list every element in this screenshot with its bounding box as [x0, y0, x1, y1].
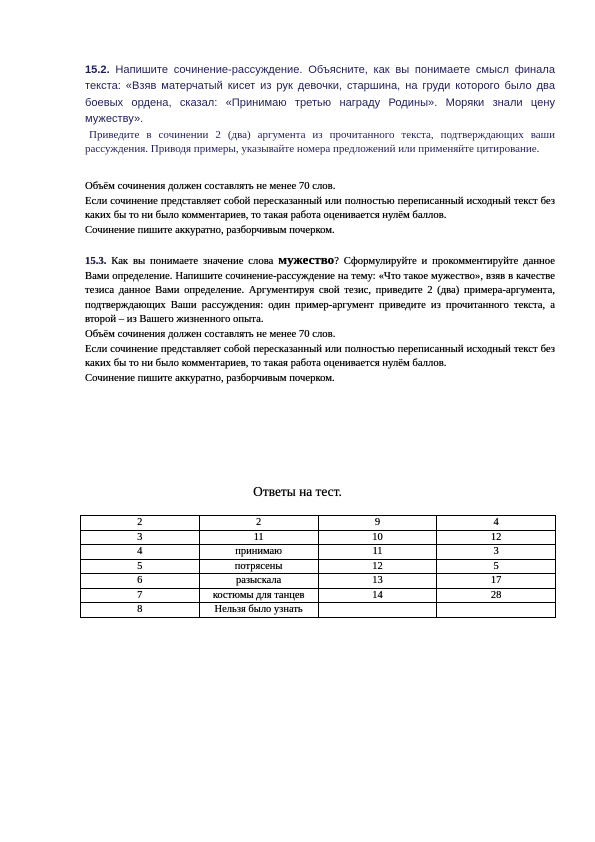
handwriting-requirement: Сочинение пишите аккуратно, разборчивым почерком.	[85, 223, 335, 236]
table-cell: Нельзя было узнать	[199, 603, 318, 618]
table-cell: 13	[318, 574, 437, 589]
table-row	[81, 559, 556, 574]
table-row	[81, 530, 556, 545]
table-cell: 2	[81, 516, 200, 531]
table-cell: 4	[81, 545, 200, 560]
table-cell: принимаю	[199, 545, 318, 560]
task-15-2-arguments: Приведите в сочинении 2 (два) аргумента из прочитанного текста, подтверждающих ваши рассуждения. Приводя примеры, указывайте номера предложений или применяйте цитирование.	[85, 129, 555, 156]
table-cell: 28	[437, 588, 556, 603]
table-cell: 2	[199, 516, 318, 531]
volume-requirement: Объём сочинения должен составлять не менее 70 слов.	[85, 180, 336, 192]
table-cell: 12	[318, 559, 437, 574]
table-cell: 4	[437, 516, 556, 531]
answers-table	[80, 515, 556, 618]
table-row	[81, 574, 556, 589]
table-cell	[318, 603, 437, 618]
task-15-2	[85, 62, 555, 127]
table-cell: 10	[318, 530, 437, 545]
table-row	[81, 588, 556, 603]
table-cell: костюмы для танцев	[199, 588, 318, 603]
table-cell: потрясены	[199, 559, 318, 574]
table-cell: 14	[318, 588, 437, 603]
table-cell	[437, 603, 556, 618]
task-15-3	[85, 253, 555, 385]
table-cell: 9	[318, 516, 437, 531]
table-cell: 11	[199, 530, 318, 545]
table-row	[81, 516, 556, 531]
table-cell: 17	[437, 574, 556, 589]
table-cell: разыскала	[199, 574, 318, 589]
volume-requirement: Объём сочинения должен составлять не менее 70 слов.	[85, 327, 336, 340]
task-prompt: Напишите сочинение-рассуждение. Объясните, как вы понимаете смысл финала текста: «Взяв матерчатый кисет из рук девочки, старшина, на груди которого было два боевых ордена, сказал: «Принимаю третью награду Родины». Моряки знали цену мужеству».	[85, 64, 555, 125]
table-row	[81, 545, 556, 560]
table-cell: 6	[81, 574, 200, 589]
requirements-block	[85, 179, 555, 237]
prompt-text-continued: ? Сформулируйте и прокомментируйте данное Вами определение. Напишите сочинение-рассуждение на тему: «Что такое мужество», взяв в качестве тезиса данное Вами определение. Аргументируя свой тезис, приведите 2 (два) примера-аргумента, подтверждающих Ваши рассуждения: один пример-аргумент приведите из прочитанного текста, а второй – из Вашего жизненного опыта.	[85, 255, 555, 326]
table-cell: 11	[318, 545, 437, 560]
table-cell: 3	[437, 545, 556, 560]
table-cell: 3	[81, 530, 200, 545]
retell-requirement: Если сочинение представляет собой пересказанный или полностью переписанный исходный текст без каких бы то ни было комментариев, то такая работа оценивается нулём баллов.	[85, 342, 555, 370]
table-cell: 8	[81, 603, 200, 618]
table-cell: 12	[437, 530, 556, 545]
retell-requirement: Если сочинение представляет собой пересказанный или полностью переписанный исходный текст без каких бы то ни было комментариев, то такая работа оценивается нулём баллов.	[85, 194, 555, 222]
table-row	[81, 603, 556, 618]
answers-title: Ответы на тест.	[253, 484, 342, 499]
table-cell: 5	[437, 559, 556, 574]
task-number: 15.2.	[85, 64, 110, 76]
key-word: мужество	[278, 252, 335, 267]
task-15-3-prompt	[85, 253, 555, 327]
handwriting-requirement: Сочинение пишите аккуратно, разборчивым почерком.	[85, 371, 335, 384]
task-number: 15.3.	[85, 255, 107, 267]
table-cell: 5	[81, 559, 200, 574]
prompt-text: Как вы понимаете значение слова	[106, 255, 279, 267]
table-cell: 7	[81, 588, 200, 603]
